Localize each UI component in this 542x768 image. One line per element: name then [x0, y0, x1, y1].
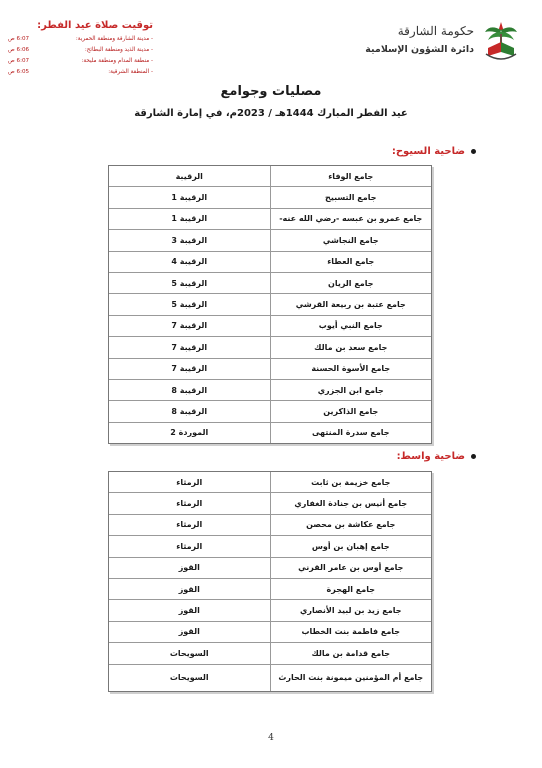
table-row	[109, 423, 431, 443]
table-row	[109, 515, 431, 536]
org-name-line1: حكومة الشارقة	[397, 24, 474, 38]
table-row	[109, 472, 431, 493]
prayer-region: - مدينة الذيد ومنطقة البطائح:	[84, 47, 153, 53]
table-row	[109, 359, 431, 380]
bullet-icon	[471, 149, 476, 154]
mosque-area: الموردة 2	[170, 428, 209, 438]
mosque-area: الرقيبة 3	[171, 235, 208, 245]
section-heading	[397, 451, 476, 462]
table-row	[109, 579, 431, 600]
mosque-name: جامع أنيس بن جنادة الغفاري	[270, 493, 432, 513]
table-row	[109, 294, 431, 315]
bullet-icon	[471, 454, 476, 459]
mosque-area: الرقيبة 7	[171, 342, 208, 352]
table-row	[109, 643, 431, 664]
table-row	[109, 536, 431, 557]
table-row	[109, 316, 431, 337]
section-heading-text: ضاحية السيوح:	[391, 146, 465, 157]
mosque-area: الرمثاء	[176, 477, 203, 487]
mosque-name: جامع قدامة بن مالك	[270, 643, 432, 663]
mosque-name: جامع النبي أيوب	[270, 316, 432, 336]
table-row	[109, 380, 431, 401]
department-logo	[362, 18, 522, 64]
mosque-name: جامع عكاشة بن محصن	[270, 515, 432, 535]
mosques-table	[108, 165, 432, 444]
prayer-region: - المنطقة الشرقية:	[108, 69, 153, 75]
mosque-name: جامع الذاكرين	[270, 401, 432, 421]
prayer-time: 6:07 ص	[8, 58, 30, 64]
mosque-name: جامع ابن الجزري	[270, 380, 432, 400]
section-heading-text: ضاحية واسط:	[396, 451, 465, 462]
mosque-name: جامع عتبة بن ربيعة القرشي	[270, 294, 432, 314]
table-row	[109, 230, 431, 251]
org-name-line2: دائرة الشؤون الإسلامية	[365, 44, 474, 55]
mosque-area: الرقيبة 8	[171, 406, 208, 416]
mosque-area: الرقيبة	[175, 171, 203, 181]
table-row	[109, 401, 431, 422]
table-row	[109, 273, 431, 294]
mosque-name: جامع النجاشي	[270, 230, 432, 250]
mosque-name: جامع إهبان بن أوس	[270, 536, 432, 556]
mosque-area: الرقيبة 7	[171, 321, 208, 331]
mosque-area: الرقيبة 8	[171, 385, 208, 395]
table-row	[109, 493, 431, 514]
mosque-name: جامع خزيمة بن ثابت	[270, 472, 432, 492]
mosque-area: الرمثاء	[176, 499, 203, 509]
mosque-area: القوز	[178, 627, 200, 637]
mosque-name: جامع العطاء	[270, 252, 432, 272]
mosque-area: القوز	[178, 584, 200, 594]
table-row	[109, 665, 431, 691]
mosque-name: جامع سعد بن مالك	[270, 337, 432, 357]
prayer-time-row	[8, 56, 153, 67]
mosque-name: جامع زيد بن لبيد الأنصاري	[270, 600, 432, 620]
mosque-area: الرقيبة 1	[171, 214, 208, 224]
mosque-name: جامع الوفاء	[270, 166, 432, 186]
table-row	[109, 600, 431, 621]
mosque-area: القوز	[178, 563, 200, 573]
table-row	[109, 187, 431, 208]
table-row	[109, 558, 431, 579]
table-row	[109, 252, 431, 273]
mosque-area: الرقيبة 7	[171, 364, 208, 374]
table-row	[109, 166, 431, 187]
mosque-name: جامع الريان	[270, 273, 432, 293]
prayer-time: 6:05 ص	[8, 69, 30, 75]
section-heading	[392, 146, 476, 157]
mosque-area: الرقيبة 4	[171, 257, 208, 267]
mosque-area: الرقيبة 5	[171, 278, 208, 288]
table-row	[109, 622, 431, 643]
prayer-time-row	[8, 34, 153, 45]
table-row	[109, 209, 431, 230]
mosque-area: الرقيبة 5	[171, 300, 208, 310]
prayer-time-row	[8, 45, 153, 56]
mosque-name: جامع عمرو بن عبسه -رضي الله عنه-	[270, 209, 432, 229]
prayer-region: - مدينة الشارقة ومنطقة الحمرية:	[75, 36, 153, 42]
prayer-region: - منطقة المدام ومنطقة مليحة:	[81, 58, 153, 64]
mosque-name: جامع سدرة المنتهى	[270, 423, 432, 443]
prayer-time: 6:07 ص	[8, 36, 30, 42]
prayer-times-block	[8, 20, 153, 78]
prayer-time-row	[8, 67, 153, 78]
mosques-table	[108, 471, 432, 692]
page-title: مصليات وجوامع	[220, 84, 322, 99]
page-subtitle: عيد الفطر المبارك 1444هـ / 2023م، في إمارة الشارقة	[134, 108, 408, 119]
mosque-area: السويحات	[169, 648, 209, 658]
emblem-icon	[480, 18, 522, 64]
mosque-name: جامع التسبيح	[270, 187, 432, 207]
mosque-area: القوز	[178, 606, 200, 616]
mosque-area: الرمثاء	[176, 541, 203, 551]
mosque-name: جامع أم المؤمنين ميمونة بنت الحارث	[270, 665, 432, 691]
mosque-area: الرقيبة 1	[171, 193, 208, 203]
mosque-name: جامع أوس بن عامر القرني	[270, 558, 432, 578]
mosque-name: جامع فاطمة بنت الخطاب	[270, 622, 432, 642]
mosque-area: السويحات	[169, 673, 209, 683]
prayer-times-title: توقيت صلاة عيد الفطر:	[37, 20, 153, 31]
mosque-area: الرمثاء	[176, 520, 203, 530]
table-row	[109, 337, 431, 358]
prayer-time: 6:06 ص	[8, 47, 30, 53]
mosque-name: جامع الأسوة الحسنة	[270, 359, 432, 379]
page-number: 4	[268, 733, 274, 743]
mosque-name: جامع الهجرة	[270, 579, 432, 599]
